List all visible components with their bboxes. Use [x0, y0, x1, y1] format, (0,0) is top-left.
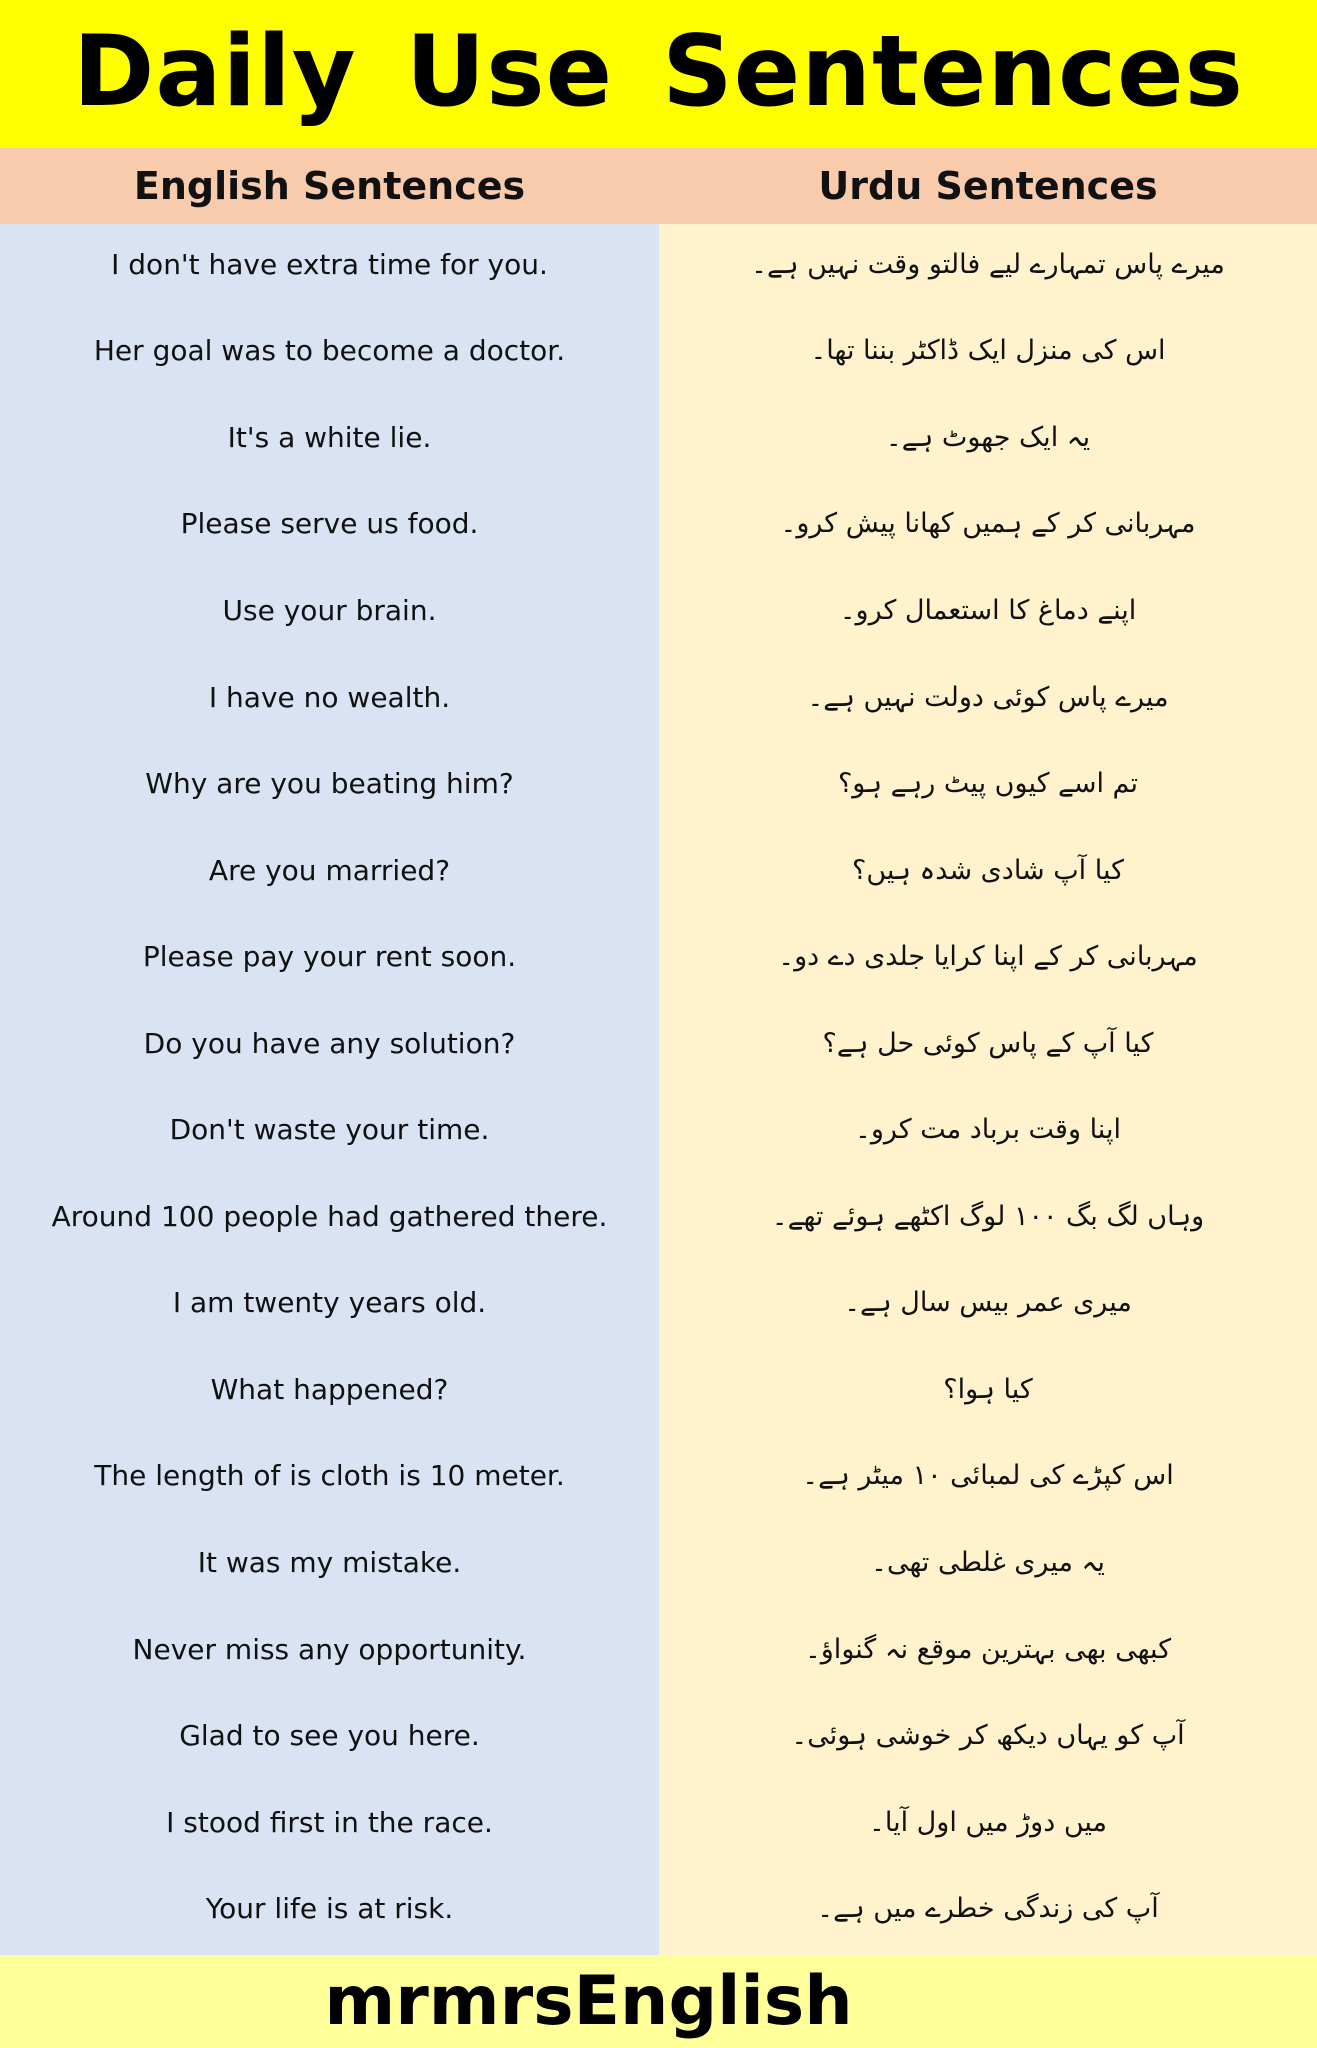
- english-sentence: I don't have extra time for you.: [111, 247, 548, 281]
- english-sentence: Please pay your rent soon.: [142, 940, 517, 974]
- urdu-sentence: میں دوڑ میں اول آیا۔: [869, 1806, 1107, 1838]
- title-banner: [0, 0, 1317, 148]
- urdu-sentence: اپنے دماغ کا استعمال کرو۔: [839, 594, 1137, 626]
- english-sentence: I stood first in the race.: [166, 1805, 493, 1839]
- english-sentence: Don't waste your time.: [169, 1113, 490, 1147]
- english-sentence: I am twenty years old.: [172, 1286, 487, 1320]
- urdu-sentence: اس کی منزل ایک ڈاکٹر بننا تھا۔: [810, 335, 1166, 367]
- urdu-sentence: میرے پاس تمہارے لیے فالتو وقت نہیں ہے۔: [751, 248, 1225, 280]
- english-sentence: It's a white lie.: [227, 420, 432, 454]
- urdu-sentence: میرے پاس کوئی دولت نہیں ہے۔: [807, 681, 1169, 713]
- english-sentence: Please serve us food.: [180, 507, 479, 541]
- english-sentence: The length of is cloth is 10 meter.: [94, 1459, 565, 1493]
- urdu-sentence: اپنا وقت برباد مت کرو۔: [855, 1114, 1121, 1146]
- english-sentence: What happened?: [210, 1372, 449, 1406]
- english-sentence: Do you have any solution?: [143, 1026, 516, 1060]
- english-sentence: Around 100 people had gathered there.: [51, 1199, 608, 1233]
- urdu-sentence: اس کپڑے کی لمبائی ۱۰ میٹر ہے۔: [802, 1460, 1174, 1492]
- urdu-sentence: تم اسے کیوں پیٹ رہے ہو؟: [837, 768, 1139, 800]
- urdu-sentence: یہ میری غلطی تھی۔: [871, 1546, 1105, 1578]
- footer-brand: mrmrsEnglish: [324, 1962, 853, 2041]
- urdu-sentence: یہ ایک جھوٹ ہے۔: [885, 421, 1091, 453]
- english-column-header: English Sentences: [133, 164, 526, 208]
- urdu-sentence: وہاں لگ بگ ۱۰۰ لوگ اکٹھے ہوئے تھے۔: [771, 1200, 1205, 1232]
- urdu-sentence: کیا آپ کے پاس کوئی حل ہے؟: [822, 1027, 1154, 1059]
- urdu-column: [659, 224, 1317, 1955]
- footer-banner: [0, 1955, 1317, 2048]
- sentence-table: [0, 224, 1317, 1955]
- urdu-sentence: کیا ہوا؟: [943, 1373, 1033, 1405]
- table-header: [0, 148, 1317, 224]
- english-column: [0, 224, 659, 1955]
- english-sentence: Never miss any opportunity.: [132, 1632, 527, 1666]
- urdu-sentence: آپ کو یہاں دیکھ کر خوشی ہوئی۔: [791, 1720, 1185, 1752]
- english-sentence: Her goal was to become a doctor.: [93, 334, 566, 368]
- english-sentence: I have no wealth.: [208, 680, 451, 714]
- english-sentence: Your life is at risk.: [205, 1892, 454, 1926]
- urdu-sentence: میری عمر بیس سال ہے۔: [844, 1287, 1132, 1319]
- urdu-sentence: آپ کی زندگی خطرے میں ہے۔: [817, 1893, 1159, 1925]
- english-sentence: It was my mistake.: [197, 1545, 462, 1579]
- english-sentence: Why are you beating him?: [145, 767, 514, 801]
- english-sentence: Use your brain.: [222, 593, 437, 627]
- urdu-sentence: مہربانی کر کے ہمیں کھانا پیش کرو۔: [780, 508, 1196, 540]
- urdu-column-header: Urdu Sentences: [818, 164, 1158, 208]
- urdu-sentence: کیا آپ شادی شدہ ہیں؟: [852, 854, 1124, 886]
- urdu-sentence: کبھی بھی بہترین موقع نہ گنواؤ۔: [804, 1633, 1172, 1665]
- urdu-sentence: مہربانی کر کے اپنا کرایا جلدی دے دو۔: [778, 941, 1198, 973]
- english-sentence: Glad to see you here.: [179, 1719, 480, 1753]
- page-title: Daily Use Sentences: [73, 15, 1244, 129]
- english-sentence: Are you married?: [208, 853, 451, 887]
